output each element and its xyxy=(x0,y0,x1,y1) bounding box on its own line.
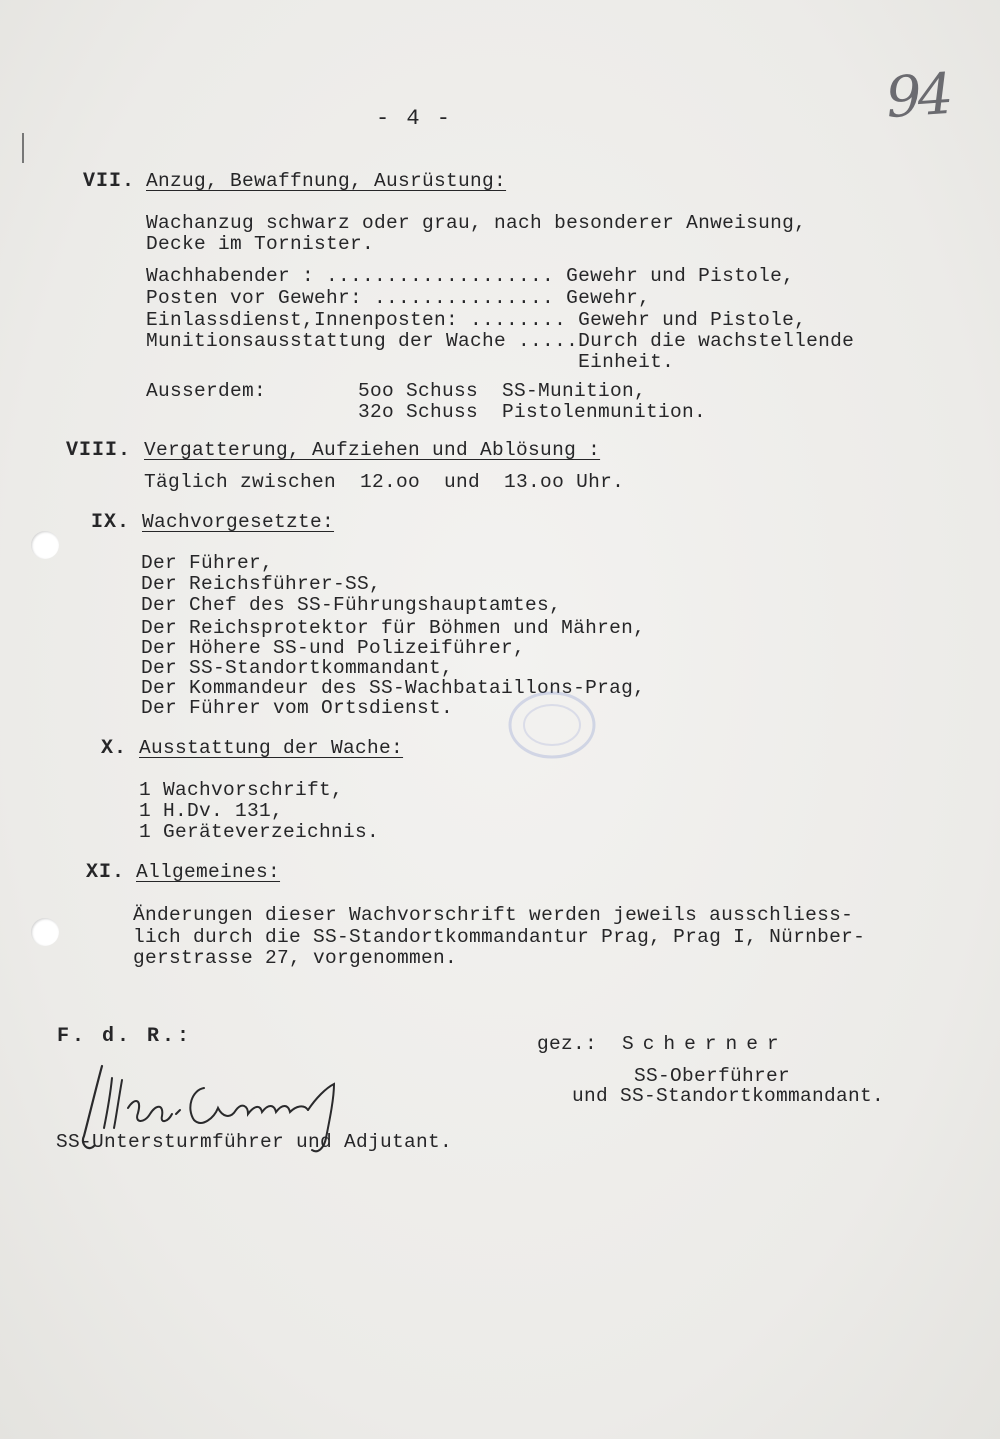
section-9-line-3: Der Chef des SS-Führungshauptamtes, xyxy=(141,594,562,616)
section-7-numeral: VII. xyxy=(83,170,136,193)
section-10-line-1: 1 Wachvorschrift, xyxy=(139,779,344,801)
section-7-extra-line-2: 32o Schuss Pistolenmunition. xyxy=(358,401,707,423)
section-9-line-5: Der Höhere SS-und Polizeiführer, xyxy=(141,637,526,659)
section-9-numeral: IX. xyxy=(91,511,131,534)
punch-hole-bottom xyxy=(31,918,59,946)
section-9-line-7: Der Kommandeur des SS-Wachbataillons-Prag, xyxy=(141,677,646,699)
section-8-title: Vergatterung, Aufziehen und Ablösung : xyxy=(144,439,601,461)
signer-left-rank: SS-Untersturmführer und Adjutant. xyxy=(56,1131,453,1153)
signer-right-rank-1: SS-Oberführer xyxy=(634,1065,791,1087)
section-9-line-2: Der Reichsführer-SS, xyxy=(141,573,382,595)
signer-right-name: Scherner xyxy=(622,1033,788,1055)
margin-mark xyxy=(22,133,24,163)
section-7-title: Anzug, Bewaffnung, Ausrüstung: xyxy=(146,170,507,192)
section-11-line-3: gerstrasse 27, vorgenommen. xyxy=(133,947,458,969)
archive-number: 94 xyxy=(883,61,952,132)
section-7-para-line-2: Decke im Tornister. xyxy=(146,233,375,255)
section-10-line-3: 1 Geräteverzeichnis. xyxy=(139,821,380,843)
gez-label: gez.: xyxy=(537,1033,598,1055)
section-11-line-2: lich durch die SS-Standortkommandantur Prag, Prag I, Nürnber- xyxy=(133,926,866,948)
section-7-extra-line-1: 5oo Schuss SS-Munition, xyxy=(358,380,647,402)
section-7-row-2: Posten vor Gewehr: ............... Gewehr, xyxy=(146,287,651,309)
section-7-row-3: Einlassdienst,Innenposten: ........ Gewehr und Pistole, xyxy=(146,309,807,331)
section-7-row-4: Munitionsausstattung der Wache .....Durch die wachstellende xyxy=(146,330,855,352)
section-7-row-5: Einheit. xyxy=(146,351,675,373)
section-7-para-line-1: Wachanzug schwarz oder grau, nach besonderer Anweisung, xyxy=(146,212,807,234)
section-10-line-2: 1 H.Dv. 131, xyxy=(139,800,284,822)
section-9-line-4: Der Reichsprotektor für Böhmen und Mähren, xyxy=(141,617,646,639)
section-7-extra-label: Ausserdem: xyxy=(146,380,267,402)
section-8-line: Täglich zwischen 12.oo und 13.oo Uhr. xyxy=(144,471,625,493)
section-10-title: Ausstattung der Wache: xyxy=(139,737,404,759)
section-9-line-1: Der Führer, xyxy=(141,552,274,574)
section-11-line-1: Änderungen dieser Wachvorschrift werden jeweils ausschliess- xyxy=(133,904,854,926)
fdr-label: F. d. R.: xyxy=(57,1025,193,1048)
section-7-row-1: Wachhabender : ................... Gewehr und Pistole, xyxy=(146,265,795,287)
section-10-numeral: X. xyxy=(101,737,128,760)
section-11-numeral: XI. xyxy=(86,861,126,884)
section-8-numeral: VIII. xyxy=(66,439,132,462)
section-9-line-6: Der SS-Standortkommandant, xyxy=(141,657,454,679)
section-9-title: Wachvorgesetzte: xyxy=(142,511,335,533)
section-11-title: Allgemeines: xyxy=(136,861,281,883)
signer-right-rank-2: und SS-Standortkommandant. xyxy=(572,1085,885,1107)
section-9-line-8: Der Führer vom Ortsdienst. xyxy=(141,697,454,719)
punch-hole-top xyxy=(31,531,59,559)
page-number: - 4 - xyxy=(376,106,453,131)
faded-stamp xyxy=(506,690,598,760)
